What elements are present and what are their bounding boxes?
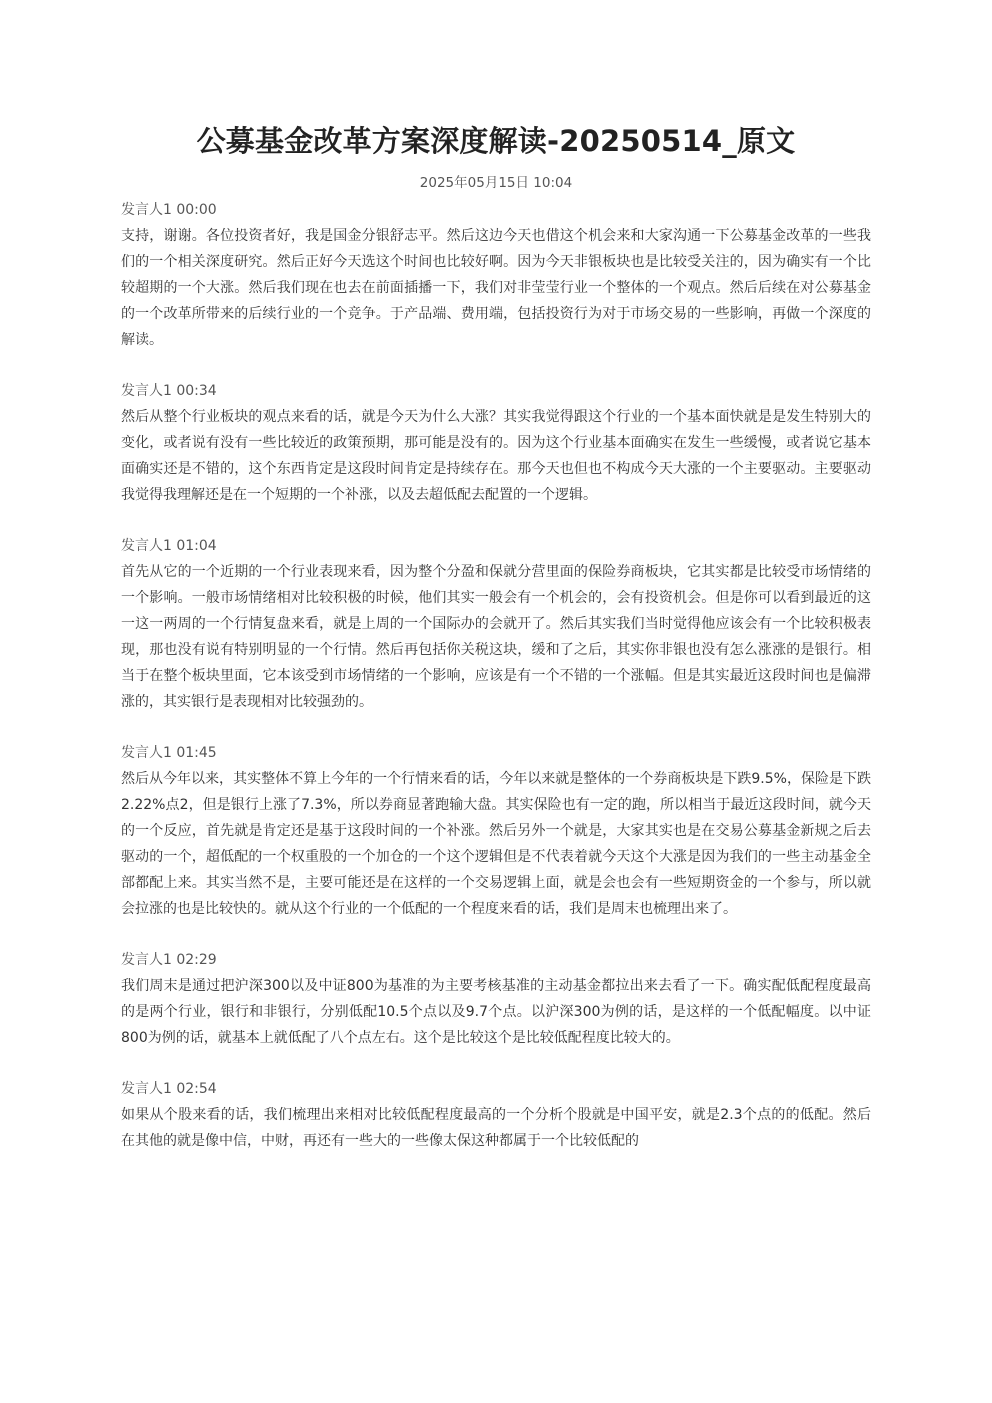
- speaker-timestamp: 发言人1 02:54: [121, 1081, 217, 1097]
- transcript-body: [121, 199, 871, 1181]
- segment-text: 我们周末是通过把沪深300以及中证800为基准的为主要考核基准的主动基金都拉出来去看了一下。确实配低配程度最高的是两个行业，银行和非银行，分别低配10.5个点以及9.7个点。以沪深300为例的话，是这样的一个低配幅度。以中证800为例的话，就基本上就低配了八个点左右。这个是比较这个是比较低配程度比较大的。: [121, 978, 871, 1046]
- segment-text: 支持，谢谢。各位投资者好，我是国金分银舒志平。然后这边今天也借这个机会来和大家沟通一下公募基金改革的一些我们的一个相关深度研究。然后正好今天选这个时间也比较好啊。因为今天非银板块也是比较受关注的，因为确实有一个比较超期的一个大涨。然后我们现在也去在前面插播一下，我们对非莹莹行业一个整体的一个观点。然后后续在对公募基金的一个改革所带来的后续行业的一个竞争。于产品端、费用端，包括投资行为对于市场交易的一些影响，再做一个深度的解读。: [121, 228, 871, 348]
- transcript-segment: [121, 742, 871, 922]
- transcript-segment: [121, 199, 871, 353]
- speaker-timestamp: 发言人1 01:45: [121, 745, 217, 761]
- transcript-segment: [121, 1078, 871, 1154]
- speaker-timestamp: 发言人1 01:04: [121, 538, 217, 554]
- transcript-segment: [121, 949, 871, 1051]
- speaker-timestamp: 发言人1 00:34: [121, 383, 217, 399]
- document-title: 公募基金改革方案深度解读-20250514_原文: [196, 124, 796, 158]
- transcript-segment: [121, 535, 871, 715]
- segment-text: 然后从今年以来，其实整体不算上今年的一个行情来看的话，今年以来就是整体的一个券商板块是下跌9.5%，保险是下跌2.22%点2，但是银行上涨了7.3%，所以券商显著跑输大盘。其实保险也有一定的跑，所以相当于最近这段时间，就今天的一个反应，首先就是肯定还是基于这段时间的一个补涨。然后另外一个就是，大家其实也是在交易公募基金新规之后去驱动的一个，超低配的一个权重股的一个加仓的一个这个逻辑但是不代表着就今天这个大涨是因为我们的一些主动基金全部都配上来。其实当然不是，主要可能还是在这样的一个交易逻辑上面，就是会也会有一些短期资金的一个参与，所以就会拉涨的也是比较快的。就从这个行业的一个低配的一个程度来看的话，我们是周末也梳理出来了。: [121, 771, 871, 917]
- speaker-timestamp: 发言人1 00:00: [121, 202, 217, 218]
- document-date: 2025年05月15日 10:04: [419, 175, 573, 191]
- segment-text: 如果从个股来看的话，我们梳理出来相对比较低配程度最高的一个分析个股就是中国平安，就是2.3个点的的低配。然后在其他的就是像中信，中财，再还有一些大的一些像太保这种都属于一个比较低配的: [121, 1107, 871, 1149]
- transcript-segment: [121, 380, 871, 508]
- speaker-timestamp: 发言人1 02:29: [121, 952, 217, 968]
- segment-text: 首先从它的一个近期的一个行业表现来看，因为整个分盈和保就分营里面的保险券商板块，它其实都是比较受市场情绪的一个影响。一般市场情绪相对比较积极的时候，他们其实一般会有一个机会的，会有投资机会。但是你可以看到最近的这一这一两周的一个行情复盘来看，就是上周的一个国际办的会就开了。然后其实我们当时觉得他应该会有一个比较积极表现，那也没有说有特别明显的一个行情。然后再包括你关税这块，缓和了之后，其实你非银也没有怎么涨涨的是银行。相当于在整个板块里面，它本该受到市场情绪的一个影响，应该是有一个不错的一个涨幅。但是其实最近这段时间也是偏滞涨的，其实银行是表现相对比较强劲的。: [121, 564, 871, 710]
- segment-text: 然后从整个行业板块的观点来看的话，就是今天为什么大涨？其实我觉得跟这个行业的一个基本面快就是是发生特别大的变化，或者说有没有一些比较近的政策预期，那可能是没有的。因为这个行业基本面确实在发生一些缓慢，或者说它基本面确实还是不错的，这个东西肯定是这段时间肯定是持续存在。那今天也但也不构成今天大涨的一个主要驱动。主要驱动我觉得我理解还是在一个短期的一个补涨，以及去超低配去配置的一个逻辑。: [121, 409, 871, 503]
